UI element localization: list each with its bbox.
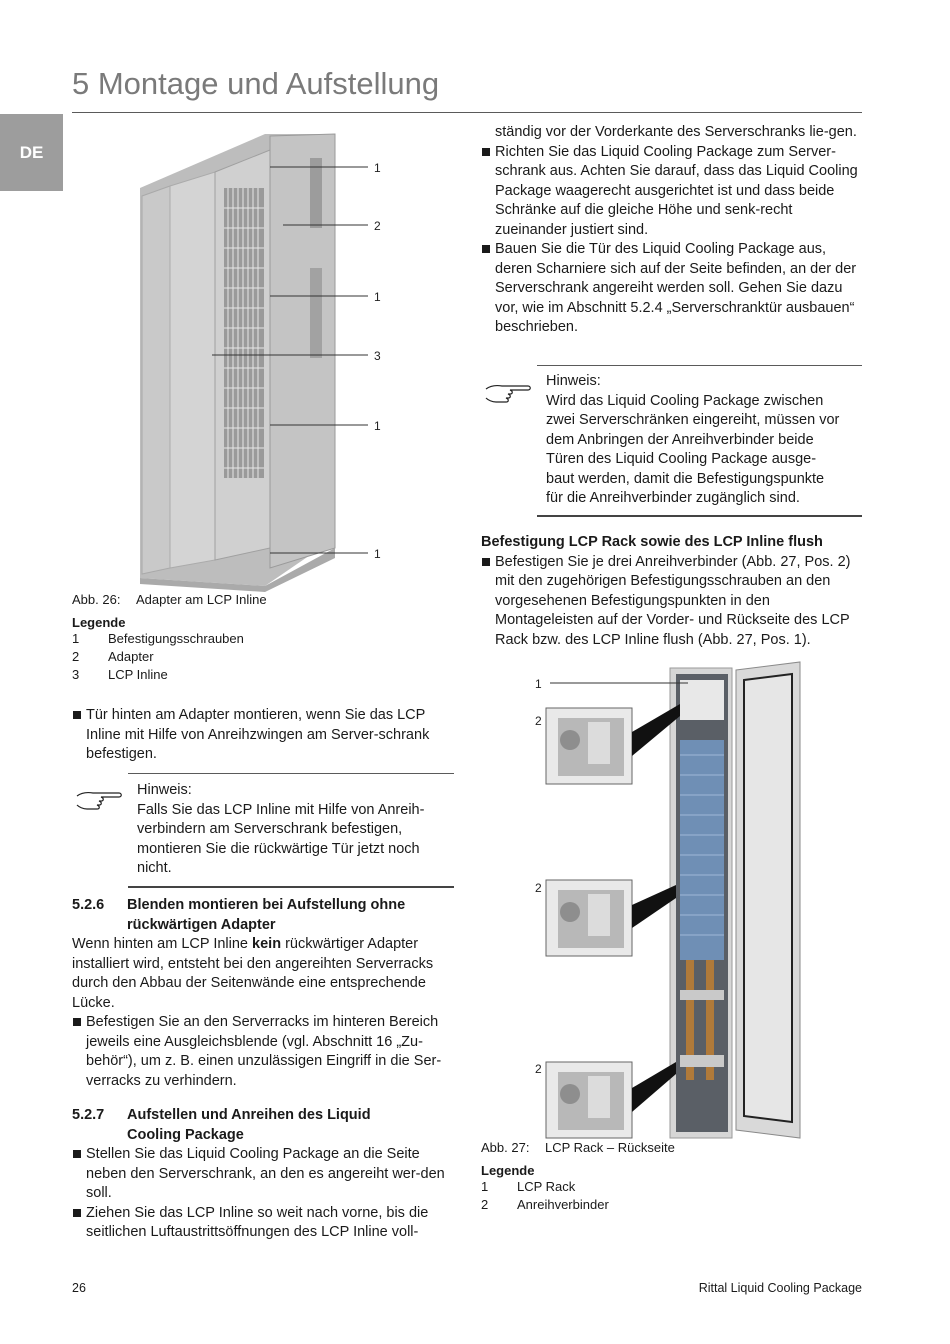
title-rule <box>72 112 862 113</box>
note-line: für die Anreihverbinder zugänglich sind. <box>546 490 800 506</box>
legend-row <box>72 648 244 666</box>
section-heading <box>72 896 455 935</box>
legend-row <box>481 1178 609 1196</box>
frame-slot <box>310 268 322 358</box>
callout-label: 1 <box>374 161 381 175</box>
caption-number: Abb. 26: <box>72 592 121 607</box>
legend-text: LCP Rack <box>517 1179 576 1194</box>
bullet-item: Stellen Sie das Liquid Cooling Package an die Seite neben den Serverschrank, an den es angereiht wer-den soll. <box>72 1145 455 1204</box>
legend-text: Anreihverbinder <box>517 1197 609 1212</box>
section-heading: Befestigung LCP Rack sowie des LCP Inline flush <box>481 534 823 550</box>
top-unit <box>680 680 724 720</box>
paragraph-text: rückwärtiger Adapter installiert wird, entsteht bei den angereihten Serverracks durch den Abbau der Seitenwände eine entsprechende Lücke. <box>72 936 434 1011</box>
rack-left-panel <box>142 186 170 574</box>
heat-exchanger <box>680 740 724 960</box>
bullet-item: Bauen Sie die Tür des Liquid Cooling Package aus, deren Scharniere sich auf der Seite befinden, an der der Serverschrank angereiht werden soll. Gehen Sie dazu vor, wie im Abschnitt 5.2.4 „Serverschranktür ausbauen“ beschrieben. <box>481 240 862 338</box>
door-seal <box>744 674 792 1122</box>
caption-number: Abb. 27: <box>481 1140 530 1155</box>
figure-26-image <box>120 128 410 592</box>
legend-row <box>72 630 244 648</box>
callout-label: 3 <box>374 349 381 363</box>
bullet-item: Ziehen Sie das LCP Inline so weit nach vorne, bis die seitlichen Luftaustrittsöffnungen des LCP Inline voll- <box>72 1204 455 1243</box>
legend-number: 3 <box>72 667 80 682</box>
paragraph-emphasis: kein <box>252 936 282 952</box>
note-line: montieren Sie die rückwärtige Tür jetzt noch <box>137 840 420 857</box>
legend-number: 2 <box>481 1197 489 1212</box>
section-befestigung <box>481 533 862 650</box>
frame-slot <box>310 158 322 228</box>
legend-row <box>72 666 244 684</box>
legend-title: Legende <box>72 615 126 630</box>
callout-label: 1 <box>374 290 381 304</box>
callout-label: 1 <box>535 677 542 691</box>
section-heading <box>72 1106 455 1145</box>
note-box-right <box>537 365 862 517</box>
note-box-left <box>128 773 454 888</box>
note-line: Wird das Liquid Cooling Package zwischen <box>546 392 824 409</box>
continued-text: ständig vor der Vorderkante des Serverschranks lie-gen. <box>495 124 857 140</box>
note-line: Falls Sie das LCP Inline mit Hilfe von Anreih- <box>137 801 425 818</box>
connector-detail <box>546 704 680 784</box>
connector-detail <box>546 1062 676 1138</box>
section-5-2-6 <box>72 896 455 1091</box>
note-body <box>537 366 862 515</box>
callout-label: 2 <box>535 1062 542 1076</box>
figure-26-caption <box>72 591 267 608</box>
note-body <box>128 774 454 886</box>
note-rule-bottom <box>537 515 862 517</box>
legend-number: 2 <box>72 649 80 664</box>
footer-product: Rittal Liquid Cooling Package <box>698 1281 862 1295</box>
paragraph-text: Wenn hinten am LCP Inline <box>72 936 253 952</box>
figure-26-legend <box>72 615 244 684</box>
left-column <box>72 706 455 765</box>
callout-label: 1 <box>374 419 381 433</box>
note-title: Hinweis: <box>546 373 601 389</box>
caption-text: LCP Rack – Rückseite <box>545 1140 675 1155</box>
section-title-line: Aufstellen und Anreihen des Liquid <box>127 1107 371 1123</box>
bullet-item: Tür hinten am Adapter montieren, wenn Sie das LCP Inline mit Hilfe von Anreihzwingen am Server-schrank befestigen. <box>72 706 455 765</box>
legend-text: Adapter <box>108 649 154 664</box>
callout-label: 2 <box>535 881 542 895</box>
cable-band <box>680 1055 724 1067</box>
section-5-2-7 <box>72 1106 455 1243</box>
legend-text: Befestigungsschrauben <box>108 631 244 646</box>
section-title-line: rückwärtigen Adapter <box>127 916 276 933</box>
note-line: Türen des Liquid Cooling Package ausge- <box>546 451 817 467</box>
rack-door-panel <box>170 172 215 568</box>
legend-row <box>481 1196 609 1214</box>
note-line: verbindern am Serverschrank befestigen, <box>137 821 403 837</box>
section-title-line: Cooling Package <box>127 1126 244 1143</box>
page-title: 5 Montage und Aufstellung <box>72 66 440 101</box>
bullet-item: Befestigen Sie je drei Anreihverbinder (Abb. 27, Pos. 2) mit den zugehörigen Befestigungsschrauben an den vorgesehenen Befestigungspunkten in den Montageleisten auf der Vorder- und Rückseite des LCP Rack bzw. des LCP Inline flush (Abb. 27, Pos. 1). <box>481 553 862 651</box>
cable-band <box>680 990 724 1000</box>
note-line: baut werden, damit die Befestigungspunkte <box>546 470 825 487</box>
pointing-hand-icon <box>484 380 534 408</box>
pointing-hand-icon <box>75 787 125 815</box>
callout-label: 2 <box>535 714 542 728</box>
callout-label: 2 <box>374 219 381 233</box>
callout-label: 1 <box>374 547 381 561</box>
legend-text: LCP Inline <box>108 667 168 682</box>
language-tab <box>0 114 63 191</box>
legend-number: 1 <box>481 1179 489 1194</box>
note-rule-bottom <box>128 886 454 888</box>
note-line: dem Anbringen der Anreihverbinder beide <box>546 431 814 448</box>
note-title: Hinweis: <box>137 782 192 798</box>
section-title-line: Blenden montieren bei Aufstellung ohne <box>127 897 406 913</box>
figure-27-legend <box>481 1163 609 1214</box>
note-line: zwei Serverschränken eingereiht, müssen vor <box>546 412 840 428</box>
legend-title: Legende <box>481 1163 535 1178</box>
connector-detail <box>546 880 676 956</box>
caption-text: Adapter am LCP Inline <box>136 592 267 607</box>
page-number: 26 <box>72 1281 86 1295</box>
bullet-item: Richten Sie das Liquid Cooling Package zum Server-schrank aus. Achten Sie darauf, dass das Liquid Cooling Package waagerecht ausgerichtet ist und dass beide Schränke auf die gleiche Höhe und senk-recht zueinander justiert sind. <box>481 143 862 241</box>
figure-27-caption <box>481 1139 675 1156</box>
rack-front-frame <box>270 134 335 568</box>
language-label: DE <box>19 142 44 162</box>
legend-number: 1 <box>72 631 80 646</box>
section-number: 5.2.7 <box>72 1107 105 1123</box>
note-line: nicht. <box>137 860 172 876</box>
section-number: 5.2.6 <box>72 897 105 913</box>
bullet-item: Befestigen Sie an den Serverracks im hinteren Bereich jeweils eine Ausgleichsblende (vgl. Abschnitt 16 „Zu-behör“), um z. B. einen unzulässigen Eingriff in die Ser-verracks zu verhindern. <box>72 1013 455 1091</box>
figure-27-image <box>530 660 820 1145</box>
right-column <box>481 123 862 338</box>
section-paragraph <box>72 935 455 1013</box>
